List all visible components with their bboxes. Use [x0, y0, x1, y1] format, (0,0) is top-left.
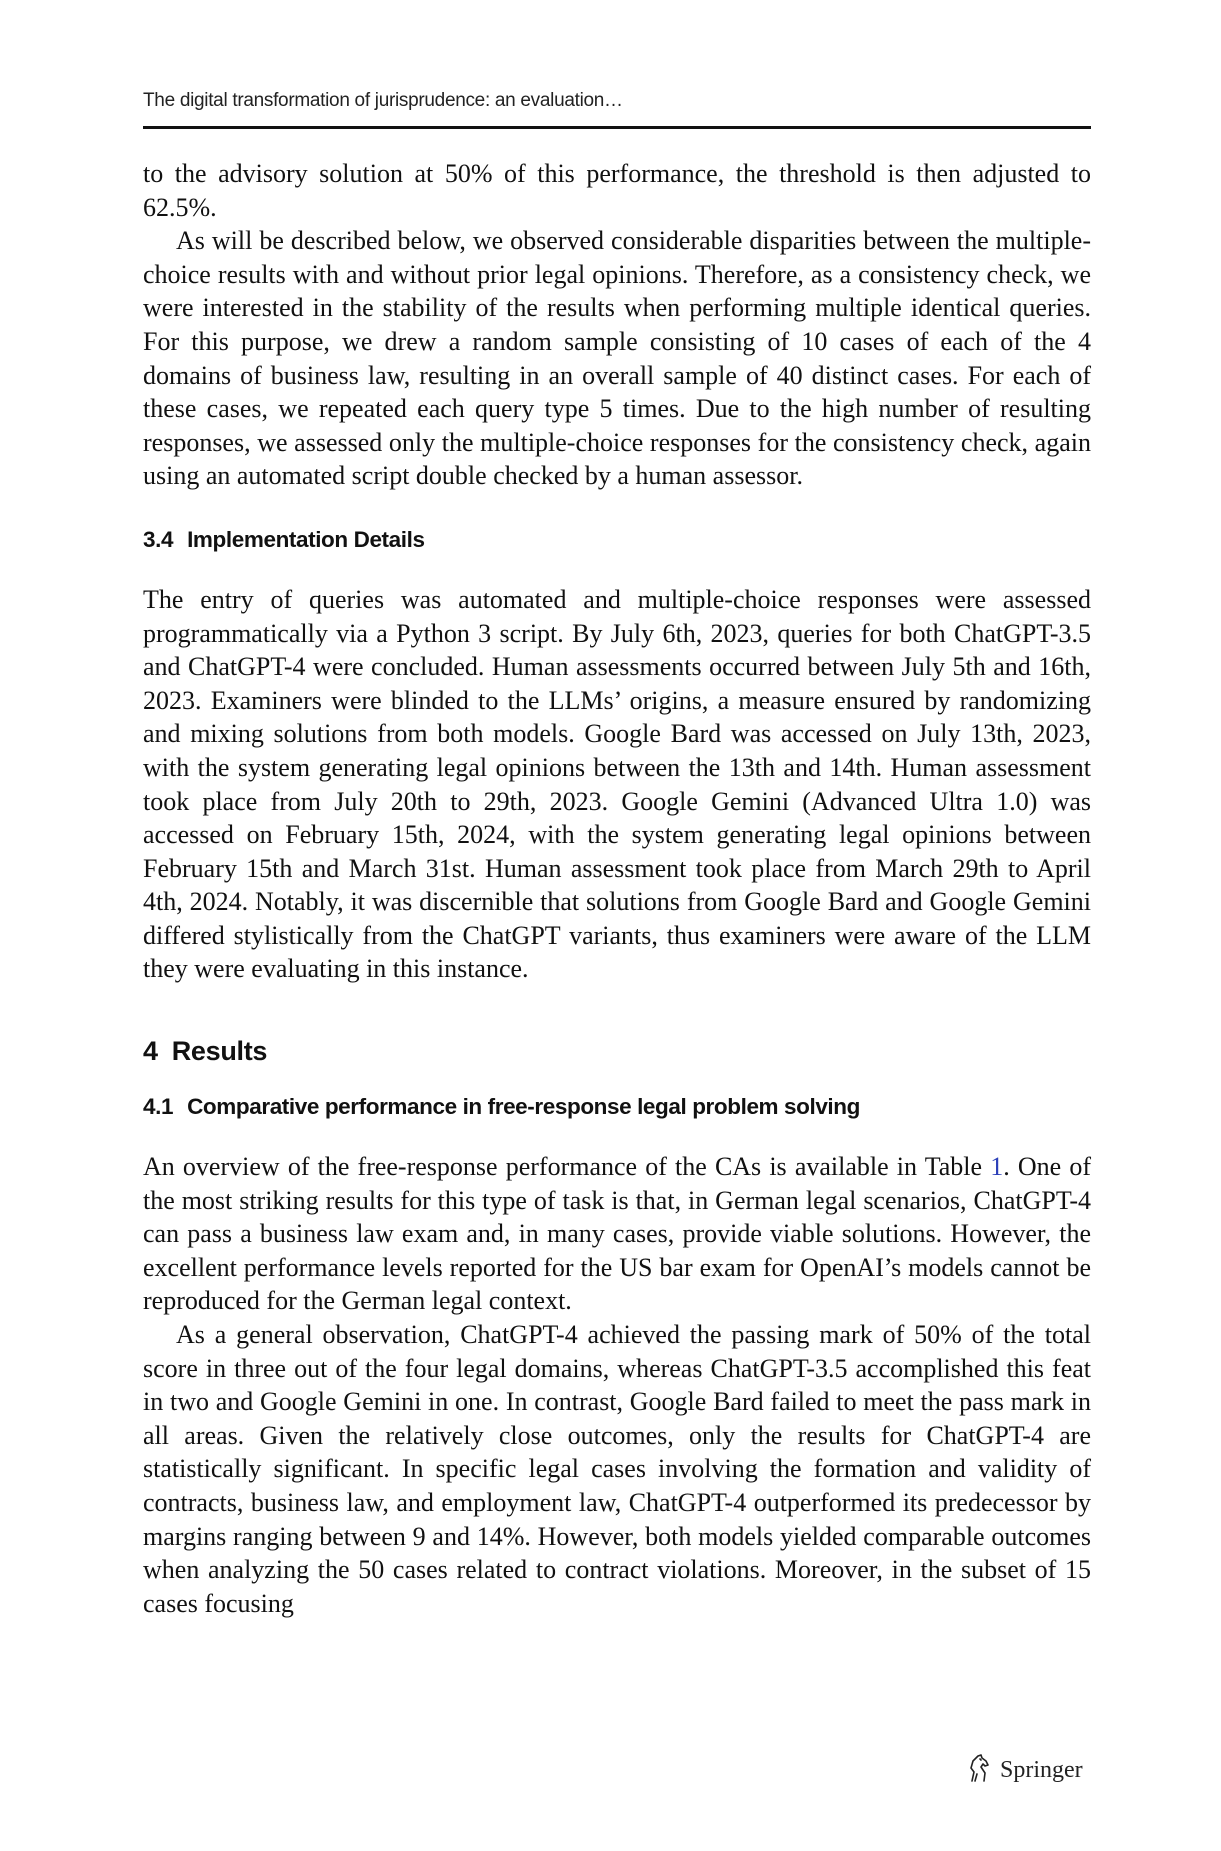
- section-heading-4: [143, 1036, 1091, 1067]
- paragraph-implementation: The entry of queries was automated and multiple-choice responses were assessed programmatically via a Python 3 script. By July 6th, 2023, queries for both ChatGPT-3.5 and ChatGPT-4 were concluded. Human assessments occurred between July 5th and 16th, 2023. Examiners were blinded to the LLMs’ origins, a measure ensured by randomizing and mixing solutions from both models. Google Bard was accessed on July 13th, 2023, with the system generating legal opinions between the 13th and 14th. Human assessment took place from July 20th to 29th, 2023. Google Gemini (Advanced Ultra 1.0) was accessed on February 15th, 2024, with the system generating legal opinions between February 15th and March 31st. Human assessment took place from March 29th to April 4th, 2024. Notably, it was discernible that solutions from Google Bard and Google Gemini differed stylistically from the ChatGPT variants, thus examiners were aware of the LLM they were evaluating in this instance.: [143, 584, 1091, 984]
- section-number: 4.1: [143, 1094, 174, 1120]
- section-number: 3.4: [143, 526, 174, 552]
- paragraph-general-observation: As a general observation, ChatGPT-4 achieved the passing mark of 50% of the total score in three out of the four legal domains, whereas ChatGPT-3.5 accomplished this feat in two and Google Gemini in one. In contrast, Google Bard failed to meet the pass mark in all areas. Given the relatively close outcomes, only the results for ChatGPT-4 are statistically significant. In specific legal cases involving the formation and validity of contracts, business law, and employment law, ChatGPT-4 outperformed its predecessor by margins ranging between 9 and 14%. However, both models yielded comparable outcomes when analyzing the 50 cases related to contract violations. Moreover, in the subset of 15 cases focusing: [143, 1320, 1091, 1618]
- paragraph-consistency-check: As will be described below, we observed considerable disparities between the multiple-choice results with and without prior legal opinions. Therefore, as a consistency check, we were interested in the stability of the results when performing multiple identical queries. For this purpose, we drew a random sample consisting of 10 cases of each of the 4 domains of business law, resulting in an overall sample of 40 distinct cases. For each of these cases, we repeated each query type 5 times. Due to the high number of resulting responses, we assessed only the multiple-choice responses for the consistency check, again using an automated script double checked by a human assessor.: [143, 226, 1091, 491]
- paragraph-text: An overview of the free-response performance of the CAs is available in Table: [143, 1152, 991, 1182]
- page-content: [143, 157, 1091, 1620]
- paragraph-text: . One of the most striking results for this type of task is that, in German legal scenarios, ChatGPT-4 can pass a business law exam and, in many cases, provide viable solutions. However, the excellent performance levels reported for the US bar exam for OpenAI’s models cannot be reproduced for the German legal context.: [143, 1152, 1091, 1316]
- springer-horse-icon: [966, 1753, 992, 1788]
- paragraph-overview: [143, 1150, 1091, 1318]
- section-title: Results: [171, 1036, 268, 1067]
- running-head: The digital transformation of jurisprudence: an evaluation…: [143, 90, 623, 111]
- publisher-footer: [966, 1753, 1083, 1788]
- section-title: Comparative performance in free-response legal problem solving: [187, 1094, 860, 1120]
- section-title: Implementation Details: [187, 526, 425, 552]
- paragraph-threshold: to the advisory solution at 50% of this performance, the threshold is then adjusted to 62.5%.: [143, 159, 1091, 222]
- section-number: 4: [143, 1036, 158, 1067]
- header-rule: [143, 126, 1091, 129]
- section-heading-4-1: [143, 1094, 1091, 1120]
- section-heading-3-4: [143, 527, 1091, 553]
- publisher-name: Springer: [1000, 1757, 1083, 1783]
- table-reference-link[interactable]: 1: [990, 1152, 1004, 1182]
